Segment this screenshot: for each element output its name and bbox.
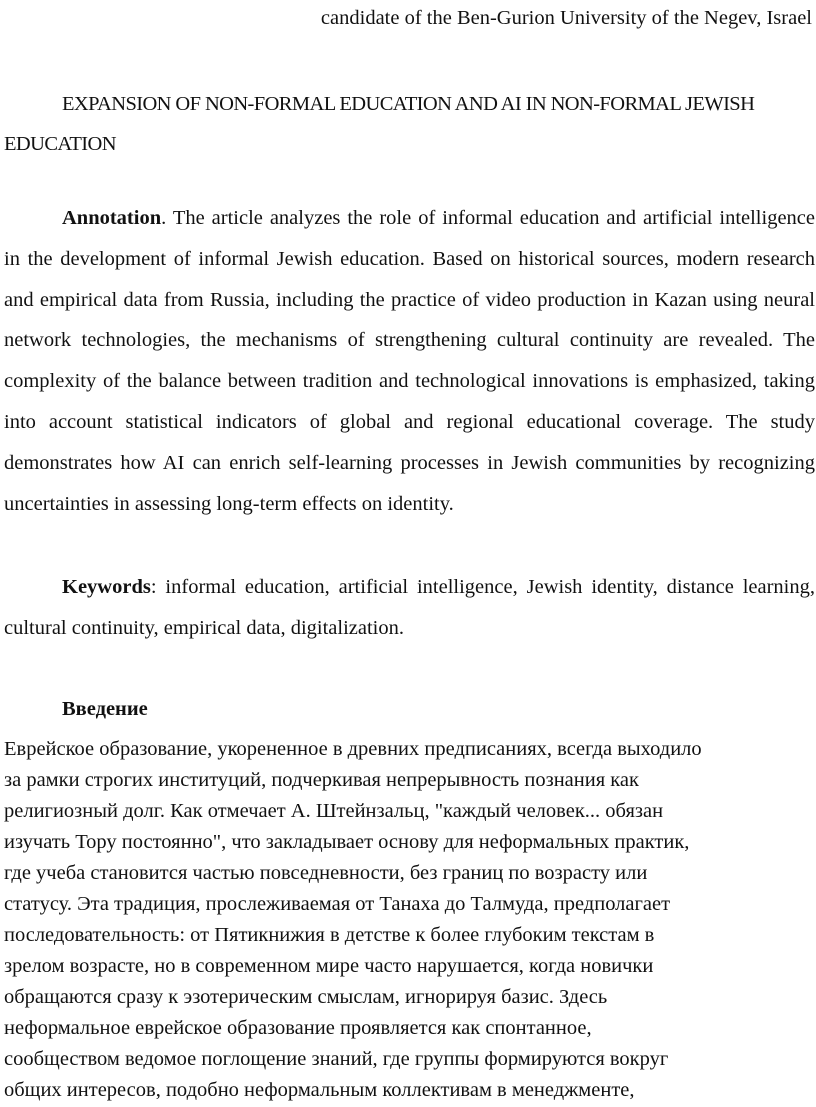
text-line: где учеба становится частью повседневности, без границ по возрасту или — [4, 862, 648, 884]
text-line: неформальное еврейское образование проявляется как спонтанное, — [4, 1017, 592, 1039]
introduction-heading: Введение — [62, 698, 148, 720]
keywords-separator: : — [150, 576, 157, 598]
text-line: обращаются сразу к эзотерическим смыслам, игнорируя базис. Здесь — [4, 986, 608, 1008]
paper-title: EXPANSION OF NON-FORMAL EDUCATION AND AI IN NON-FORMAL JEWISH EDUCATION — [4, 93, 755, 155]
text-line: зрелом возрасте, но в современном мире часто нарушается, когда новички — [4, 955, 654, 977]
annotation-separator: . — [161, 207, 167, 229]
text-line: статусу. Эта традиция, прослеживаемая от Танаха до Талмуда, предполагает — [4, 893, 671, 915]
text-line: общих интересов, подобно неформальным коллективам в менеджменте, — [4, 1079, 635, 1101]
text-line: изучать Тору постоянно", что закладывает основу для неформальных практик, — [4, 831, 690, 853]
annotation-label: Annotation — [62, 207, 162, 229]
annotation-paragraph — [4, 198, 815, 524]
text-line: Еврейское образование, укорененное в древних предписаниях, всегда выходило — [4, 738, 702, 760]
text-line: последовательность: от Пятикнижия в детстве к более глубоким текстам в — [4, 924, 655, 946]
keywords-paragraph — [4, 567, 815, 649]
author-affiliation: candidate of the Ben-Gurion University of the Negev, Israel — [320, 7, 812, 29]
text-line: сообществом ведомое поглощение знаний, где группы формируются вокруг — [4, 1048, 669, 1070]
keywords-text: informal education, artificial intelligence, Jewish identity, distance learning, cultural continuity, empirical data, digitalization. — [4, 576, 815, 639]
keywords-label: Keywords — [62, 576, 151, 598]
text-line: за рамки строгих институций, подчеркивая непрерывность познания как — [4, 769, 639, 791]
text-line: религиозный долг. Как отмечает А. Штейнзальц, "каждый человек... обязан — [4, 800, 664, 822]
annotation-text: The article analyzes the role of informal education and artificial intelligence in the development of informal Jewish education. Based on historical sources, modern research and empirical data from Russia, including the practice of video production in Kazan using neural network technologies, the mechanisms of strengthening cultural continuity are revealed. The complexity of the balance between tradition and technological innovations is emphasized, taking into account statistical indicators of global and regional educational coverage. The study demonstrates how AI can enrich self-learning processes in Jewish communities by recognizing uncertainties in assessing long-term effects on identity. — [4, 207, 815, 515]
introduction-paragraph — [4, 734, 816, 1106]
